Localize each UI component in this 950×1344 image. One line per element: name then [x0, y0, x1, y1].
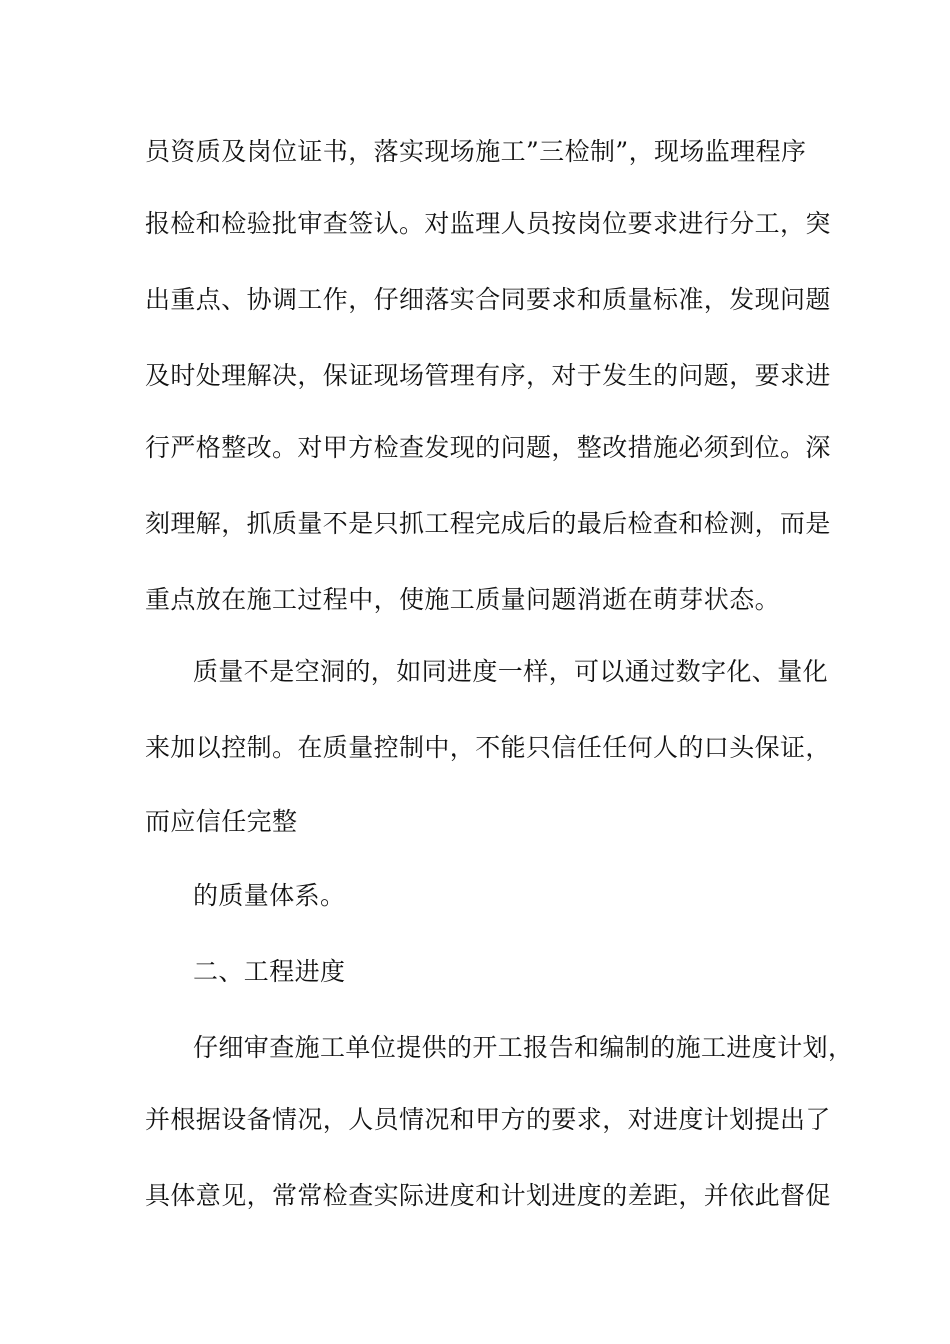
paragraph-start-line: 仔细审查施工单位提供的开工报告和编制的施工进度计划， [193, 1033, 854, 1062]
text-line: 及时处理解决，保证现场管理有序，对于发生的问题，要求进 [145, 361, 831, 390]
text-line: 来加以控制。在质量控制中，不能只信任任何人的口头保证， [145, 733, 831, 762]
paragraph-start-line: 质量不是空洞的，如同进度一样，可以通过数字化、量化 [193, 657, 829, 686]
text-line: 报检和检验批审查签认。对监理人员按岗位要求进行分工，突 [145, 209, 831, 238]
text-line: 的质量体系。 [193, 881, 346, 910]
text-line: 具体意见，常常检查实际进度和计划进度的差距，并依此督促 [145, 1181, 831, 1210]
text-line: 刻理解，抓质量不是只抓工程完成后的最后检查和检测，而是 [145, 509, 831, 538]
text-line: 员资质及岗位证书，落实现场施工”三检制”，现场监理程序 [145, 137, 807, 166]
text-line: 重点放在施工过程中，使施工质量问题消逝在萌芽状态。 [145, 585, 781, 614]
text-line: 行严格整改。对甲方检查发现的问题，整改措施必须到位。深 [145, 433, 831, 462]
text-line: 而应信任完整 [145, 807, 298, 836]
text-line: 出重点、协调工作，仔细落实合同要求和质量标准，发现问题 [145, 285, 831, 314]
section-heading: 二、工程进度 [193, 957, 346, 986]
text-line: 并根据设备情况，人员情况和甲方的要求，对进度计划提出了 [145, 1105, 831, 1134]
